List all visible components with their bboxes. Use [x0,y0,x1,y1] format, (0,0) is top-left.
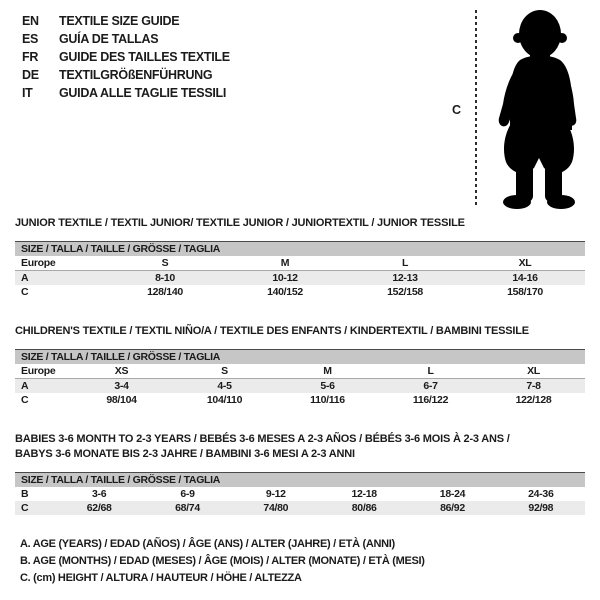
language-title: GUIDE DES TAILLES TEXTILE [59,50,230,64]
language-list [22,12,230,102]
language-item [22,12,230,30]
language-title: TEXTILE SIZE GUIDE [59,14,180,28]
table-cell: S [161,257,169,269]
table-cell: 14-16 [512,272,538,284]
language-title: TEXTILGRÖßENFÜHRUNG [59,68,213,82]
table-cell: 116/122 [412,394,449,406]
table-cell: 4-5 [217,380,232,392]
table-cell: 140/152 [267,286,303,298]
size-header-bar: SIZE / TALLA / TAILLE / GRÖSSE / TAGLIA [15,349,585,364]
row-label: B [21,488,29,500]
language-code: DE [22,68,39,82]
language-item [22,48,230,66]
table-title: BABYS 3-6 MONATE BIS 2-3 JAHRE / BAMBINI 3-6 MESI A 2-3 ANNI [15,448,355,460]
table-cell: 128/140 [147,286,183,298]
table-cell: 10-12 [272,272,298,284]
table-cell: 7-8 [526,380,541,392]
table-row [15,271,585,285]
table-cell: 92/98 [528,502,554,514]
size-table-junior [15,216,585,299]
legend-line: A. AGE (YEARS) / EDAD (AÑOS) / ÂGE (ANS) / ALTER (JAHRE) / ETÀ (ANNI) [20,538,395,550]
language-title: GUIDA ALLE TAGLIE TESSILI [59,86,227,100]
baby-silhouette-image [486,8,592,210]
table-cell: 98/104 [106,394,137,406]
table-title: BABIES 3-6 MONTH TO 2-3 YEARS / BEBÉS 3-6 MESES A 2-3 AÑOS / BÉBÉS 3-6 MOIS À 2-3 ANS / [15,433,510,445]
table-cell: 152/158 [387,286,423,298]
size-header-bar: SIZE / TALLA / TAILLE / GRÖSSE / TAGLIA [15,472,585,487]
height-measure-dashed-line [475,10,477,208]
row-label: A [21,272,29,284]
legend-line: C. (cm) HEIGHT / ALTURA / HAUTEUR / HÖHE / ALTEZZA [20,572,302,584]
legend [20,536,425,587]
table-cell: 6-9 [180,488,195,500]
language-title: GUÍA DE TALLAS [59,32,159,46]
table-cell: 80/86 [351,502,377,514]
table-row [15,487,585,501]
table-cell: M [323,365,332,377]
table-cell: 9-12 [265,488,286,500]
table-row [15,379,585,393]
height-measure-label: C [452,103,461,117]
table-row [15,256,585,271]
table-row [15,285,585,299]
table-cell: 68/74 [175,502,200,514]
row-label: C [21,394,29,406]
table-cell: 6-7 [423,380,438,392]
table-cell: 62/68 [86,502,112,514]
table-cell: 158/170 [507,286,543,298]
table-cell: 110/116 [310,394,345,406]
language-code: FR [22,50,39,64]
table-cell: 12-13 [392,272,418,284]
language-code: IT [22,86,33,100]
table-title: CHILDREN'S TEXTILE / TEXTIL NIÑO/A / TEXTILE DES ENFANTS / KINDERTEXTIL / BAMBINI TESSILE [15,325,529,337]
table-row [15,393,585,407]
table-cell: 8-10 [155,272,175,284]
size-table-children [15,324,585,407]
language-item [22,84,230,102]
row-label: C [21,502,29,514]
table-cell: 74/80 [263,502,289,514]
table-cell: 86/92 [440,502,465,514]
table-cell: S [221,365,228,377]
row-label: Europe [21,365,56,377]
table-cell: 18-24 [439,488,466,500]
table-cell: XL [518,257,532,269]
row-label: A [21,380,29,392]
language-item [22,30,230,48]
table-row [15,364,585,379]
table-cell: 3-6 [92,488,107,500]
table-cell: XS [114,365,129,377]
table-cell: 122/128 [515,394,552,406]
table-cell: 5-6 [320,380,335,392]
table-cell: XL [527,365,540,377]
table-cell: L [427,365,434,377]
table-cell: 24-36 [528,488,554,500]
table-cell: M [280,257,290,269]
row-label: Europe [21,257,56,269]
table-title: JUNIOR TEXTILE / TEXTIL JUNIOR/ TEXTILE JUNIOR / JUNIORTEXTIL / JUNIOR TESSILE [15,217,465,229]
legend-line: B. AGE (MONTHS) / EDAD (MESES) / ÂGE (MOIS) / ALTER (MONATE) / ETÀ (MESI) [20,555,425,567]
size-tables [15,216,585,540]
table-cell: L [401,257,409,269]
table-row [15,501,585,515]
language-code: EN [22,14,39,28]
size-table-babies [15,432,585,515]
language-item [22,66,230,84]
language-code: ES [22,32,39,46]
table-cell: 12-18 [351,488,377,500]
size-header-bar: SIZE / TALLA / TAILLE / GRÖSSE / TAGLIA [15,241,585,256]
table-cell: 3-4 [114,380,129,392]
table-cell: 104/110 [206,394,243,406]
row-label: C [21,286,29,298]
